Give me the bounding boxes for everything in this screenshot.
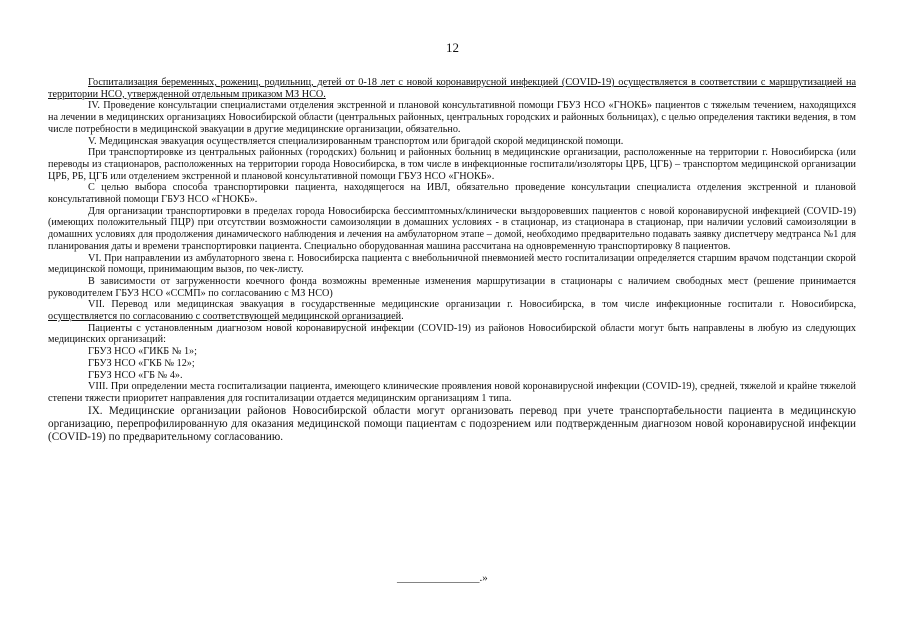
paragraph-transport-city: Для организации транспортировки в пределах города Новосибирска бессимптомных/клинически выздоровевших пациентов с новой коронавирусной инфекцией (COVID-19) (имеющих положительный ПЦР) при отсутствии возможности самоизоляции в домашних условиях - в стационар, из стационара в стационар, при наличии условий самоизоляции в домашних условиях для продолжения динамического наблюдения и лечения на амбулаторном этапе – домой, необходимо предварительно подавать заявку диспетчеру медтранса №1 для планирования даты и времени транспортировки пациента. Специально оборудованная машина рассчитана на одновременную транспортировку 8 пациентов. [48,205,856,252]
paragraph-transport-regional: При транспортировке из центральных районных (городских) больниц и районных больниц в медицинские организации, расположенные на территории г. Новосибирска (или переводы из стационаров, расположенных на территории города Новосибирска, в том числе в инфекционные госпитали/изоляторы ЦРБ, ЦГБ) – транспортом медицинской организации ЦРБ, РБ, ЦГБ или отделением экстренной и плановой консультативной помощи ГБУЗ НСО «ГНОКБ». [48,147,856,182]
paragraph-patients-districts: Пациенты с установленным диагнозом новой коронавирусной инфекции (COVID-19) из районов Новосибирской области могут быть направлены в любую из следующих медицинских организаций: [48,322,856,346]
org-list-item: ГБУЗ НСО «ГИКБ № 1»; [88,346,197,358]
closing-line: _______________.» [397,572,488,584]
paragraph-ventilator: С целью выбора способа транспортировки пациента, находящегося на ИВЛ, обязательно проведение консультации специалиста отделения экстренной и плановой консультативной помощи ГБУЗ НСО «ГНОКБ». [48,182,856,206]
paragraph-pregnant-hospitalization-text: Госпитализация беременных, рожениц, родильниц, детей от 0-18 лет с новой коронавирусной инфекцией (COVID-19) осуществляется в соответствии с маршрутизацией на территории НСО, утвержденной отдельным приказом МЗ НСО. [48,77,856,100]
document-body [48,77,856,444]
paragraph-iv: IV. Проведение консультации специалистами отделения экстренной и плановой консультативной помощи ГБУЗ НСО «ГНОКБ» пациентов с тяжелым течением, находящихся на лечении в медицинских организациях Новосибирской области (центральных районных, центральных городских и районных больницах), с целью определения тактики ведения, в том числе потребности в медицинской эвакуации в другие медицинские организации, обязательно. [48,100,856,135]
page-number: 12 [446,40,459,55]
paragraph-viii: VIII. При определении места госпитализации пациента, имеющего клинические проявления новой коронавирусной инфекции (COVID-19), средней, тяжелой и крайне тяжелой степени тяжести приоритет направления для госпитализации отдается медицинским организациям 1 типа. [48,381,856,404]
org-list-item: ГБУЗ НСО «ГБ № 4». [88,369,183,381]
org-list-item: ГБУЗ НСО «ГКБ № 12»; [88,357,195,369]
paragraph-vii-end: . [401,311,404,323]
paragraph-vi: VI. При направлении из амбулаторного звена г. Новосибирска пациента с внебольничной пневмонией место госпитализации определяется старшим врачом подстанции скорой медицинской помощи, принимающим вызов, по чек-листу. [48,252,856,276]
paragraph-bed-capacity: В зависимости от загруженности коечного фонда возможны временные изменения маршрутизации в стационары с наличием свободных мест (решение принимается руководителем ГБУЗ НСО «ССМП» по согласованию с МЗ НСО) [48,275,856,299]
paragraph-v: V. Медицинская эвакуация осуществляется специализированным транспортом или бригадой скорой медицинской помощи. [88,135,624,147]
paragraph-vii-start: VII. Перевод или медицинская эвакуация в государственные медицинские организации г. Новосибирска, в том числе инфекционные госпитали г. Новосибирска, [88,299,856,311]
paragraph-vii-underlined: осуществляется по согласованию с соответствующей медицинской организацией [48,311,402,323]
paragraph-ix: IX. Медицинские организации районов Новосибирской области могут организовать перевод при учете транспортабельности пациента в медицинскую организацию, перепрофилированную для оказания медицинской помощи пациентам с подозрением или подтвержденным диагнозом новой коронавирусной инфекции (COVID-19) по предварительному согласованию. [48,404,856,443]
paragraph-pregnant-hospitalization [48,77,856,100]
paragraph-vii [48,299,856,322]
